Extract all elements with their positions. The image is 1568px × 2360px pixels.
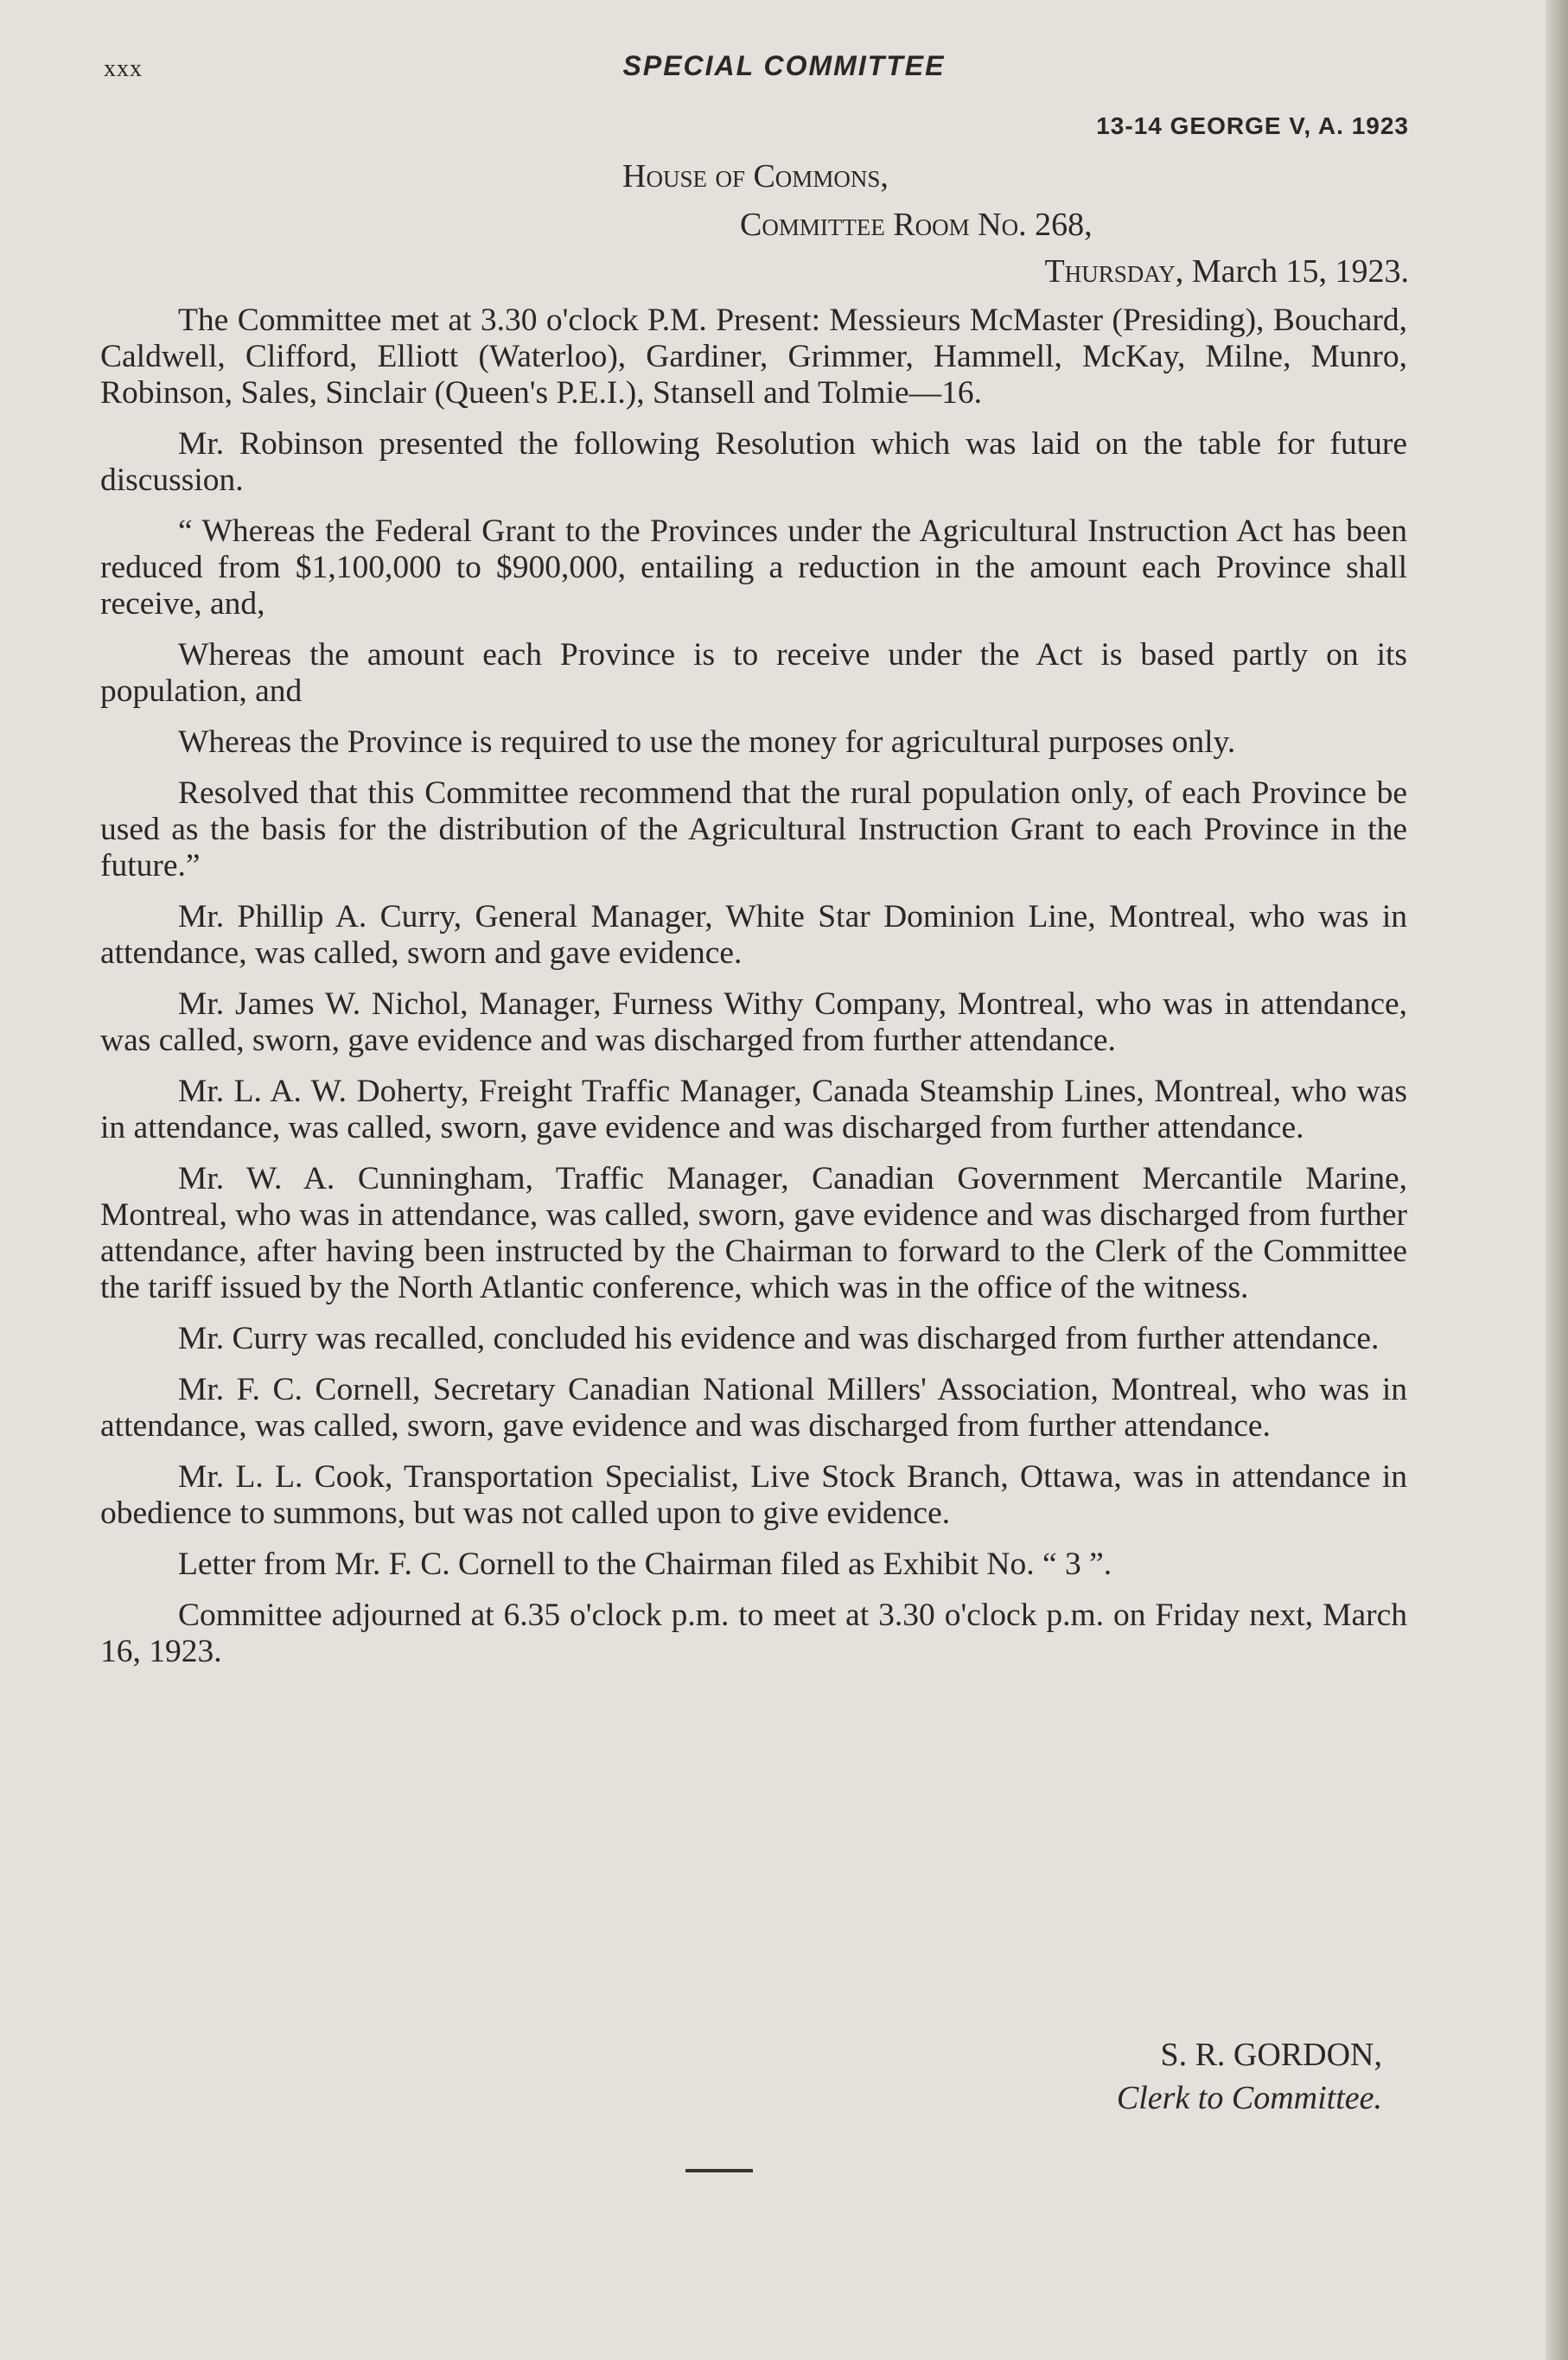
signature-block	[1117, 2036, 1382, 2117]
paragraph: “ Whereas the Federal Grant to the Provinces under the Agricultural Instruction Act has been reduced from $1,100,000 to $900,000, entailing a reduction in the amount each Province shall receive, and,	[100, 513, 1407, 622]
signature-name: S. R. GORDON,	[1160, 2037, 1382, 2073]
paragraph: Committee adjourned at 6.35 o'clock p.m. to meet at 3.30 o'clock p.m. on Friday next, March 16, 1923.	[100, 1598, 1407, 1669]
address-day: Thursday,	[1044, 253, 1184, 290]
paragraph: Mr. F. C. Cornell, Secretary Canadian National Millers' Association, Montreal, who was in attendance, was called, sworn, gave evidence and was discharged from further attendance.	[100, 1372, 1407, 1444]
address-line-date	[1045, 252, 1409, 290]
address-line-house: House of Commons,	[622, 158, 889, 195]
paragraph: The Committee met at 3.30 o'clock P.M. Present: Messieurs McMaster (Presiding), Bouchard, Caldwell, Clifford, Elliott (Waterloo), Gardiner, Grimmer, Hammell, McKay, Milne, Munro, Robinson, Sales, Sinclair (Queen's P.E.I.), Stansell and Tolmie—16.	[100, 303, 1407, 411]
paragraph: Mr. James W. Nichol, Manager, Furness Withy Company, Montreal, who was in attendance, was called, sworn, gave evidence and was discharged from further attendance.	[100, 986, 1407, 1058]
paragraph: Mr. W. A. Cunningham, Traffic Manager, Canadian Government Mercantile Marine, Montreal, who was in attendance, was called, sworn, gave evidence and was discharged from further attendance, after having been instructed by the Chairman to forward to the Clerk of the Committee the tariff issued by the North Atlantic conference, which was in the office of the witness.	[100, 1161, 1407, 1305]
paragraph: Mr. Phillip A. Curry, General Manager, White Star Dominion Line, Montreal, who was in attendance, was called, sworn and gave evidence.	[100, 899, 1407, 971]
page-number: xxx	[104, 55, 143, 82]
minutes-body	[100, 303, 1407, 1685]
paragraph: Mr. Curry was recalled, concluded his evidence and was discharged from further attendance.	[178, 1321, 1380, 1356]
page-edge-shadow	[1546, 0, 1568, 2360]
running-title: SPECIAL COMMITTEE	[622, 50, 946, 81]
signature-title: Clerk to Committee.	[1116, 2080, 1382, 2116]
paragraph: Whereas the amount each Province is to receive under the Act is based partly on its population, and	[100, 637, 1407, 709]
session-label: 13-14 GEORGE V, A. 1923	[1096, 112, 1409, 139]
address-date: March 15, 1923.	[1183, 253, 1409, 290]
address-line-room: Committee Room No. 268,	[740, 207, 1093, 243]
paragraph: Mr. Robinson presented the following Resolution which was laid on the table for future discussion.	[100, 426, 1407, 498]
paragraph: Whereas the Province is required to use the money for agricultural purposes only.	[178, 724, 1236, 760]
paragraph: Mr. L. A. W. Doherty, Freight Traffic Manager, Canada Steamship Lines, Montreal, who was in attendance, was called, sworn, gave evidence and was discharged from further attendance.	[100, 1074, 1407, 1145]
paragraph: Letter from Mr. F. C. Cornell to the Chairman filed as Exhibit No. “ 3 ”.	[178, 1547, 1112, 1582]
paragraph: Resolved that this Committee recommend that the rural population only, of each Province be used as the basis for the distribution of the Agricultural Instruction Grant to each Province in the future.”	[100, 775, 1407, 883]
closing-rule	[685, 2169, 753, 2172]
paragraph: Mr. L. L. Cook, Transportation Specialist, Live Stock Branch, Ottawa, was in attendance in obedience to summons, but was not called upon to give evidence.	[100, 1459, 1407, 1531]
